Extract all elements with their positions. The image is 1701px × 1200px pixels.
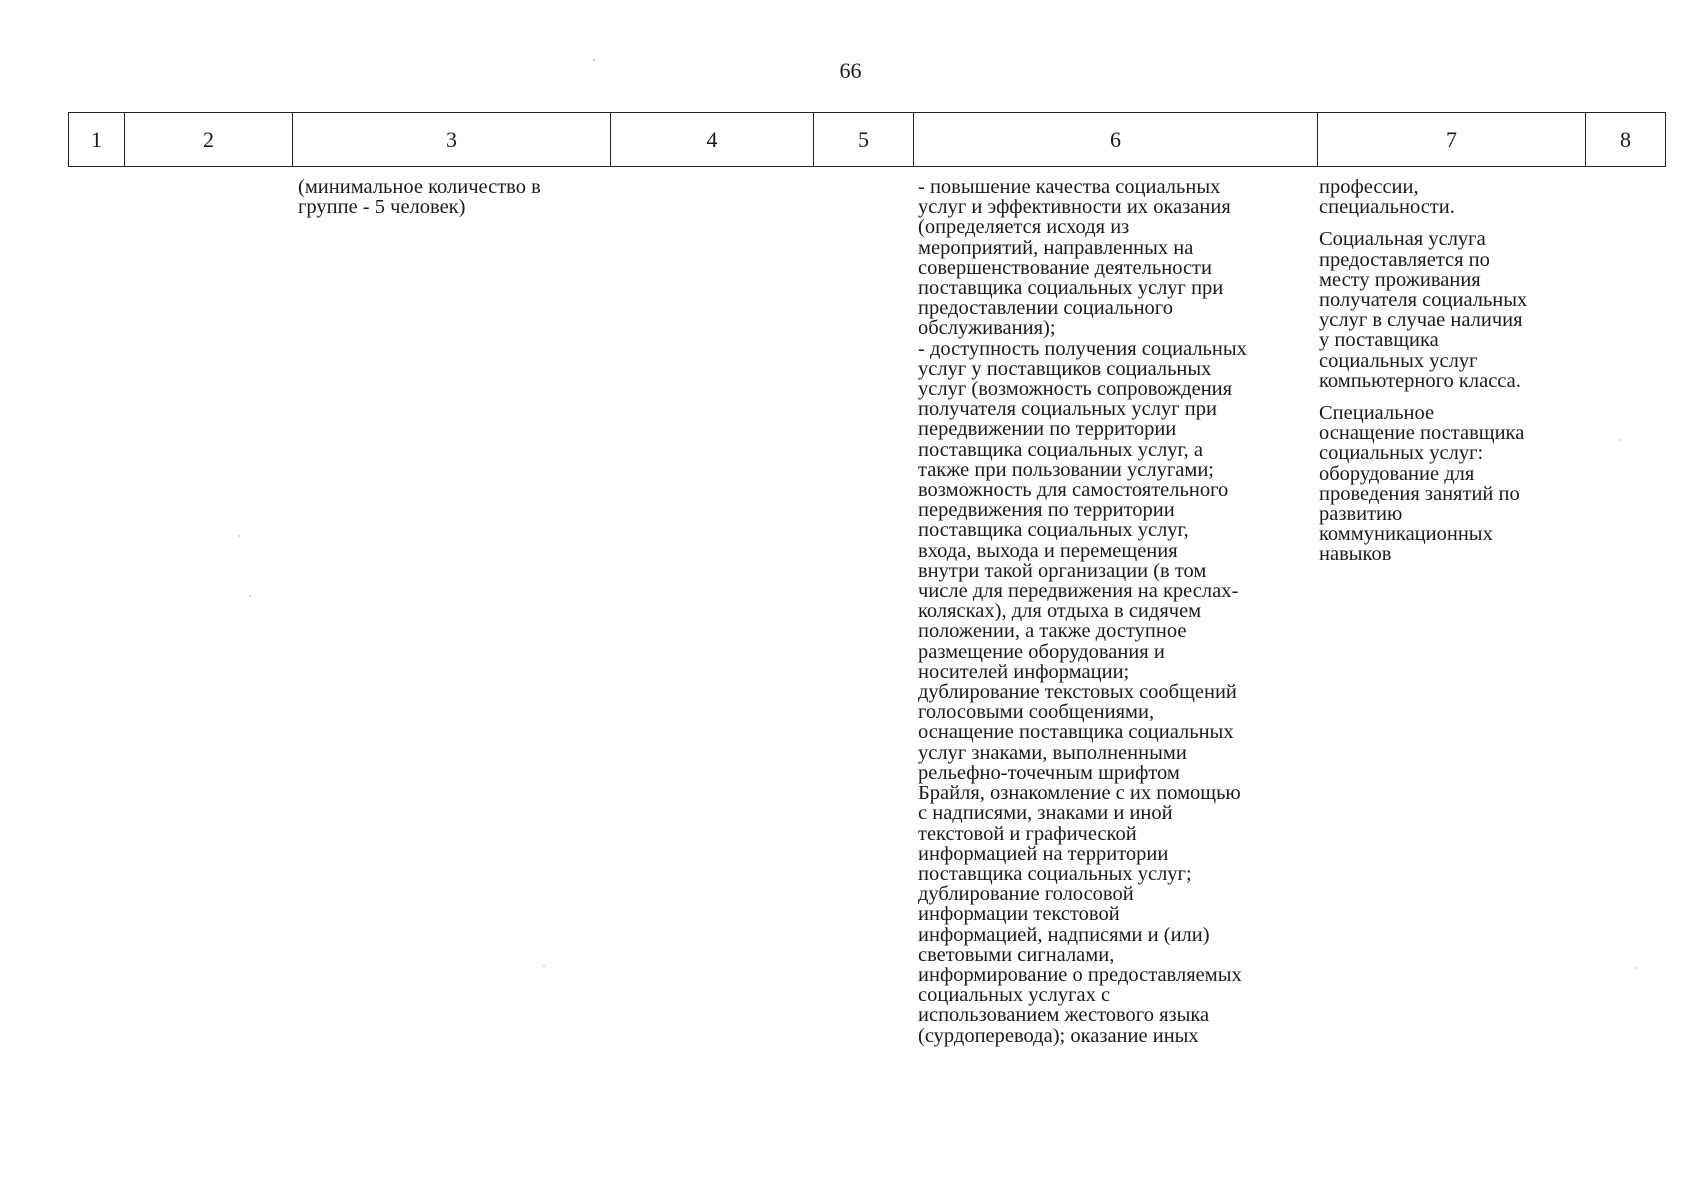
- paragraph: [1319, 403, 1527, 565]
- text-line: услуг и эффективности их оказания: [918, 196, 1231, 219]
- text-line: социальных услугах с: [918, 984, 1111, 1007]
- text-line: (сурдоперевода); оказание иных: [918, 1024, 1199, 1047]
- text-line: получателя социальных услуг при: [918, 398, 1217, 421]
- text-line: оборудование для: [1319, 462, 1475, 485]
- text-line: обслуживания);: [918, 317, 1056, 340]
- text-line: группе - 5 человек): [298, 196, 466, 219]
- text-line: Социальная услуга: [1319, 228, 1486, 251]
- text-line: дублирование голосовой: [918, 883, 1134, 906]
- text-line: компьютерного класса.: [1319, 369, 1521, 392]
- text-line: месту проживания: [1319, 268, 1481, 291]
- column-number-header-table: [68, 112, 1666, 167]
- text-line: оснащение поставщика социальных: [918, 721, 1234, 744]
- text-line: входа, выхода и перемещения: [918, 539, 1178, 562]
- text-line: услуг знаками, выполненными: [918, 741, 1187, 764]
- text-line: Специальное: [1319, 402, 1435, 425]
- text-line: социальных услуг:: [1319, 442, 1484, 465]
- text-line: носителей информации;: [918, 660, 1130, 683]
- header-row: [69, 113, 1666, 167]
- text-line: совершенствование деятельности: [918, 256, 1212, 279]
- text-line: предоставлении социального: [918, 297, 1173, 320]
- header-cell-2: 2: [125, 113, 293, 167]
- text-line: - повышение качества социальных: [918, 176, 1221, 198]
- text-line: навыков: [1319, 543, 1392, 566]
- text-line: внутри такой организации (в том: [918, 559, 1207, 582]
- text-line: информирование о предоставляемых: [918, 963, 1242, 986]
- text-line: световыми сигналами,: [918, 943, 1115, 966]
- text-line: информацией на территории: [918, 842, 1169, 865]
- text-line: возможность для самостоятельного: [918, 479, 1229, 502]
- paragraph: [1319, 177, 1527, 217]
- column-3-text: [298, 177, 541, 217]
- text-line: с надписями, знаками и иной: [918, 802, 1173, 825]
- text-line: передвижении по территории: [918, 418, 1177, 441]
- text-line: передвижения по территории: [918, 499, 1175, 522]
- text-line: поставщика социальных услуг при: [918, 277, 1224, 300]
- text-line: проведения занятий по: [1319, 482, 1520, 505]
- page-number: 66: [839, 58, 862, 83]
- text-line: использованием жестового языка: [918, 1004, 1210, 1027]
- text-line: профессии,: [1319, 176, 1419, 198]
- paragraph: [1319, 229, 1527, 391]
- text-line: услуг в случае наличия: [1319, 309, 1523, 332]
- text-line: голосовыми сообщениями,: [918, 701, 1155, 724]
- header-cell-8: 8: [1586, 113, 1666, 167]
- header-cell-6: 6: [914, 113, 1318, 167]
- text-line: информацией, надписями и (или): [918, 923, 1210, 946]
- text-line: рельефно-точечным шрифтом: [918, 761, 1180, 784]
- text-line: числе для передвижения на креслах-: [918, 580, 1239, 603]
- text-line: размещение оборудования и: [918, 640, 1165, 663]
- column-7-text: [1319, 177, 1527, 577]
- text-line: поставщика социальных услуг,: [918, 519, 1189, 542]
- text-line: поставщика социальных услуг, а: [918, 438, 1203, 461]
- text-line: информации текстовой: [918, 903, 1120, 926]
- text-line: у поставщика: [1319, 329, 1439, 352]
- text-line: социальных услуг: [1319, 349, 1478, 372]
- text-line: положении, а также доступное: [918, 620, 1187, 643]
- text-line: развитию: [1319, 503, 1403, 526]
- header-cell-5: 5: [814, 113, 914, 167]
- text-line: также при пользовании услугами;: [918, 458, 1214, 481]
- text-line: текстовой и графической: [918, 822, 1137, 845]
- text-line: коммуникационных: [1319, 523, 1493, 546]
- text-line: (определяется исходя из: [918, 216, 1130, 239]
- text-line: оснащение поставщика: [1319, 422, 1525, 445]
- text-line: мероприятий, направленных на: [918, 236, 1194, 259]
- column-6-text: [918, 177, 1247, 1046]
- header-cell-3: 3: [293, 113, 611, 167]
- text-line: услуг (возможность сопровождения: [918, 378, 1233, 401]
- text-line: специальности.: [1319, 196, 1455, 219]
- text-line: (минимальное количество в: [298, 176, 541, 198]
- text-line: услуг у поставщиков социальных: [918, 357, 1212, 380]
- header-cell-4: 4: [611, 113, 814, 167]
- header-cell-1: 1: [69, 113, 125, 167]
- text-line: - доступность получения социальных: [918, 337, 1247, 360]
- text-line: предоставляется по: [1319, 248, 1490, 271]
- text-line: дублирование текстовых сообщений: [918, 681, 1237, 704]
- text-line: Брайля, ознакомление с их помощью: [918, 782, 1241, 805]
- text-line: поставщика социальных услуг;: [918, 862, 1192, 885]
- text-line: получателя социальных: [1319, 289, 1528, 312]
- text-line: колясках), для отдыха в сидячем: [918, 600, 1202, 623]
- header-cell-7: 7: [1318, 113, 1586, 167]
